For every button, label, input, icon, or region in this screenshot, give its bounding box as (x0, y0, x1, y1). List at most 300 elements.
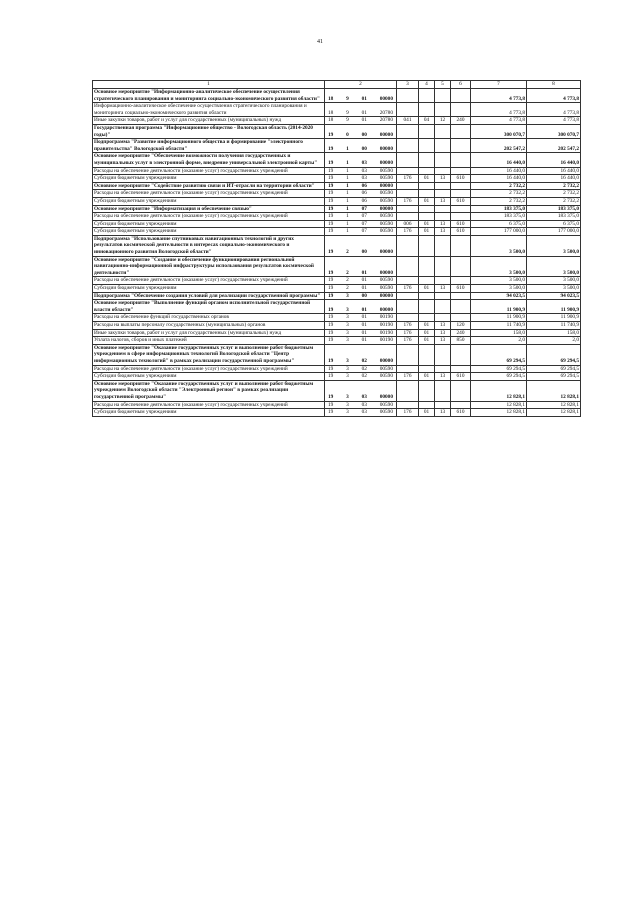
code-event: 03 (361, 175, 367, 182)
code-direction: 00190 (379, 337, 393, 344)
row-subsection: 13 (435, 373, 451, 381)
row-section (419, 89, 435, 103)
row-amount-2: 69 294,5 (527, 365, 581, 373)
row-section (419, 300, 435, 314)
row-amount-2: 183 375,0 (527, 205, 581, 213)
code-event: 01 (361, 277, 367, 284)
row-expense-type (451, 182, 471, 190)
code-direction: 00000 (379, 205, 393, 212)
row-amount-1: 16 440,0 (471, 167, 527, 175)
row-amount-2: 3 500,0 (527, 285, 581, 293)
row-amount-2: 3 500,0 (527, 277, 581, 285)
table-row (93, 373, 581, 381)
code-event: 07 (361, 220, 367, 227)
table-row (93, 256, 581, 277)
table-row (93, 285, 581, 293)
row-expense-type (451, 256, 471, 277)
row-target-code (325, 277, 397, 285)
row-amount-1: 69 294,5 (471, 373, 527, 381)
header-cell: 7 (471, 81, 527, 89)
row-ministry (397, 103, 419, 117)
code-direction: 00590 (379, 277, 393, 284)
row-section (419, 365, 435, 373)
row-section (419, 205, 435, 213)
row-name: Государственная программа "Информационное общество - Вологодская область (2014-2020 годы)" (93, 124, 325, 138)
table-row (93, 228, 581, 236)
row-subsection: 13 (435, 322, 451, 330)
row-amount-1: 183 375,0 (471, 205, 527, 213)
row-section: 01 (419, 220, 435, 228)
code-event: 03 (361, 167, 367, 174)
code-subprogram: 3 (346, 409, 349, 416)
code-program: 19 (328, 329, 334, 336)
row-expense-type (451, 277, 471, 285)
row-expense-type (451, 314, 471, 322)
table-row (93, 220, 581, 228)
code-subprogram: 3 (346, 322, 349, 328)
row-section (419, 256, 435, 277)
table-row (93, 153, 581, 167)
code-direction: 00000 (379, 249, 393, 256)
row-subsection (435, 277, 451, 285)
row-amount-1: 2 732,2 (471, 190, 527, 198)
row-amount-1: 11 900,9 (471, 314, 527, 322)
code-event: 03 (361, 393, 367, 400)
row-subsection: 13 (435, 228, 451, 236)
row-section: 01 (419, 285, 435, 293)
row-name: Уплата налогов, сборов и иных платежей (93, 337, 325, 345)
code-program: 18 (328, 95, 334, 102)
row-amount-2: 2 732,2 (527, 182, 581, 190)
row-subsection (435, 103, 451, 117)
row-subsection (435, 205, 451, 213)
table-row (93, 344, 581, 365)
table-row (93, 409, 581, 417)
code-subprogram: 2 (346, 249, 349, 256)
code-subprogram: 1 (346, 197, 349, 204)
row-name: Основное мероприятие "Информационно-аналитическое обеспечение осуществления стратегического планирования и мониторинга социально-экономического развития области" (93, 89, 325, 103)
code-direction: 00000 (379, 159, 393, 166)
row-section: 01 (419, 373, 435, 381)
code-direction: 20780 (379, 117, 393, 124)
code-subprogram: 1 (346, 220, 349, 227)
row-expense-type (451, 300, 471, 314)
code-direction: 00000 (379, 269, 393, 276)
code-event: 07 (361, 205, 367, 212)
row-subsection (435, 167, 451, 175)
row-name: Основное мероприятие "Создание и обеспечение функционирования региональной навигационно-информационной инфраструктуры использования результатов космической деятельности" (93, 256, 325, 277)
code-direction: 00190 (379, 329, 393, 336)
row-section (419, 277, 435, 285)
row-target-code (325, 322, 397, 330)
row-target-code (325, 205, 397, 213)
row-amount-1: 4 773,8 (471, 89, 527, 103)
row-section: 01 (419, 228, 435, 236)
row-ministry (397, 235, 419, 256)
code-event: 01 (361, 285, 367, 292)
row-subsection (435, 190, 451, 198)
row-ministry: 041 (397, 117, 419, 125)
header-cell: 4 (419, 81, 435, 89)
code-subprogram: 0 (346, 131, 349, 138)
row-amount-2: 4 773,8 (527, 103, 581, 117)
row-subsection (435, 314, 451, 322)
row-target-code (325, 256, 397, 277)
row-amount-2: 12 828,1 (527, 380, 581, 401)
table-row (93, 190, 581, 198)
code-event: 00 (361, 292, 367, 299)
row-subsection: 13 (435, 285, 451, 293)
code-program: 19 (328, 213, 334, 220)
code-event: 06 (361, 190, 367, 197)
row-amount-1: 12 828,1 (471, 401, 527, 409)
code-direction: 00590 (379, 213, 393, 220)
row-expense-type (451, 139, 471, 153)
row-name: Иные закупки товаров, работ и услуг для государственных (муниципальных) нужд (93, 329, 325, 337)
row-name: Субсидии бюджетным учреждениям (93, 409, 325, 417)
row-expense-type (451, 89, 471, 103)
row-subsection: 13 (435, 220, 451, 228)
code-direction: 00000 (379, 306, 393, 313)
row-ministry (397, 256, 419, 277)
code-event: 00 (361, 249, 367, 256)
row-subsection: 13 (435, 337, 451, 345)
code-direction: 00590 (379, 409, 393, 416)
row-section (419, 139, 435, 153)
row-subsection (435, 292, 451, 300)
code-program: 19 (328, 401, 334, 408)
row-section: 01 (419, 197, 435, 205)
row-section: 04 (419, 117, 435, 125)
row-name: Расходы на обеспечение деятельности (оказание услуг) государственных учреждений (93, 213, 325, 221)
row-amount-2: 158,0 (527, 329, 581, 337)
code-program: 19 (328, 182, 334, 189)
row-expense-type (451, 103, 471, 117)
row-expense-type (451, 401, 471, 409)
table-row (93, 277, 581, 285)
row-subsection (435, 182, 451, 190)
row-subsection (435, 235, 451, 256)
row-amount-1: 183 375,0 (471, 213, 527, 221)
row-expense-type: 240 (451, 117, 471, 125)
row-name: Расходы на обеспечение функций государственных органов (93, 314, 325, 322)
code-subprogram: 9 (346, 117, 349, 124)
header-cell: 1 (93, 81, 325, 89)
code-direction: 00590 (379, 190, 393, 197)
row-ministry (397, 277, 419, 285)
row-section (419, 401, 435, 409)
code-subprogram: 2 (346, 269, 349, 276)
row-section (419, 167, 435, 175)
code-program: 19 (328, 249, 334, 256)
row-name: Субсидии бюджетным учреждениям (93, 373, 325, 381)
row-target-code (325, 213, 397, 221)
row-subsection: 13 (435, 409, 451, 417)
row-amount-1: 3 500,0 (471, 256, 527, 277)
row-section (419, 235, 435, 256)
row-amount-1: 12 828,1 (471, 380, 527, 401)
code-event: 02 (361, 365, 367, 372)
table-row (93, 300, 581, 314)
row-amount-2: 11 900,9 (527, 300, 581, 314)
row-name: Субсидии бюджетным учреждениям (93, 285, 325, 293)
row-section (419, 314, 435, 322)
row-expense-type: 610 (451, 409, 471, 417)
row-subsection (435, 380, 451, 401)
row-ministry: 176 (397, 285, 419, 293)
row-name: Подпрограмма "Развитие информационного общества и формирование "электронного правительства" Вологодской области" (93, 139, 325, 153)
code-subprogram: 2 (346, 285, 349, 292)
code-subprogram: 3 (346, 357, 349, 364)
row-amount-2: 183 375,0 (527, 213, 581, 221)
code-direction: 00000 (379, 357, 393, 364)
row-ministry (397, 401, 419, 409)
code-subprogram: 2 (346, 277, 349, 284)
code-event: 00 (361, 145, 367, 152)
row-target-code (325, 329, 397, 337)
row-target-code (325, 124, 397, 138)
row-amount-1: 202 547,2 (471, 139, 527, 153)
code-program: 19 (328, 393, 334, 400)
table-row (93, 175, 581, 183)
code-program: 19 (328, 285, 334, 292)
row-subsection (435, 401, 451, 409)
row-ministry (397, 167, 419, 175)
row-expense-type (451, 205, 471, 213)
row-subsection (435, 344, 451, 365)
code-subprogram: 3 (346, 401, 349, 408)
code-program: 19 (328, 167, 334, 174)
row-target-code (325, 365, 397, 373)
row-expense-type (451, 235, 471, 256)
page-number: 41 (317, 39, 323, 45)
row-subsection (435, 256, 451, 277)
budget-table (92, 80, 581, 417)
row-target-code (325, 344, 397, 365)
code-subprogram: 3 (346, 306, 349, 313)
table-row (93, 139, 581, 153)
row-amount-1: 69 294,5 (471, 344, 527, 365)
table-row (93, 197, 581, 205)
code-subprogram: 1 (346, 159, 349, 166)
row-expense-type (451, 213, 471, 221)
code-program: 19 (328, 292, 334, 299)
row-subsection: 13 (435, 197, 451, 205)
code-event: 00 (361, 131, 367, 138)
row-name: Субсидии бюджетным учреждениям (93, 220, 325, 228)
code-direction: 00590 (379, 285, 393, 292)
code-direction: 00590 (379, 373, 393, 380)
table-header-row (93, 81, 581, 89)
row-target-code (325, 167, 397, 175)
row-ministry (397, 380, 419, 401)
code-subprogram: 3 (346, 337, 349, 344)
row-amount-1: 11 900,9 (471, 300, 527, 314)
row-amount-1: 2 732,2 (471, 197, 527, 205)
row-subsection (435, 213, 451, 221)
row-subsection: 13 (435, 329, 451, 337)
row-target-code (325, 197, 397, 205)
table-row (93, 167, 581, 175)
row-expense-type: 610 (451, 197, 471, 205)
row-ministry: 006 (397, 220, 419, 228)
row-amount-2: 3 500,0 (527, 235, 581, 256)
row-ministry (397, 139, 419, 153)
code-event: 07 (361, 228, 367, 235)
code-program: 18 (328, 109, 334, 116)
row-name: Расходы на обеспечение деятельности (оказание услуг) государственных учреждений (93, 401, 325, 409)
row-amount-2: 2 732,2 (527, 190, 581, 198)
table-body (93, 89, 581, 417)
code-event: 03 (361, 409, 367, 416)
table-row (93, 117, 581, 125)
code-event: 01 (361, 322, 367, 328)
code-event: 01 (361, 329, 367, 336)
row-ministry (397, 213, 419, 221)
row-amount-1: 300 070,7 (471, 124, 527, 138)
row-amount-2: 12 828,1 (527, 409, 581, 417)
row-expense-type (451, 167, 471, 175)
row-name: Субсидии бюджетным учреждениям (93, 197, 325, 205)
row-target-code (325, 235, 397, 256)
code-subprogram: 3 (346, 292, 349, 299)
row-expense-type (451, 292, 471, 300)
row-name: Субсидии бюджетным учреждениям (93, 175, 325, 183)
row-amount-1: 2,0 (471, 337, 527, 345)
row-amount-1: 3 500,0 (471, 277, 527, 285)
row-subsection: 12 (435, 117, 451, 125)
row-name: Основное мероприятие "Выполнение функций органом исполнительной государственной власти области" (93, 300, 325, 314)
table-row (93, 205, 581, 213)
row-amount-2: 94 023,5 (527, 292, 581, 300)
code-program: 19 (328, 228, 334, 235)
row-amount-1: 16 440,0 (471, 175, 527, 183)
row-section (419, 153, 435, 167)
header-cell: 2 (325, 81, 397, 89)
row-expense-type: 850 (451, 337, 471, 345)
table-row (93, 89, 581, 103)
row-ministry: 176 (397, 337, 419, 345)
row-amount-2: 2,0 (527, 337, 581, 345)
row-amount-1: 16 440,0 (471, 153, 527, 167)
code-direction: 00590 (379, 365, 393, 372)
code-subprogram: 1 (346, 175, 349, 182)
row-name: Иные закупки товаров, работ и услуг для государственных (муниципальных) нужд (93, 117, 325, 125)
row-ministry (397, 182, 419, 190)
code-subprogram: 1 (346, 190, 349, 197)
row-name: Подпрограмма "Обеспечение создания условий для реализации государственной программы" (93, 292, 325, 300)
row-target-code (325, 89, 397, 103)
table-row (93, 124, 581, 138)
code-subprogram: 3 (346, 365, 349, 372)
row-expense-type: 610 (451, 220, 471, 228)
row-amount-2: 300 070,7 (527, 124, 581, 138)
row-target-code (325, 373, 397, 381)
row-name: Основное мероприятие "Содействие развитию связи и ИТ-отрасли на территории области" (93, 182, 325, 190)
row-amount-2: 2 732,2 (527, 197, 581, 205)
code-event: 01 (361, 306, 367, 313)
table-row (93, 103, 581, 117)
code-program: 19 (328, 409, 334, 416)
row-name: Основное мероприятие "Оказание государственных услуг и выполнение работ бюджетным учреждением Вологодской области "Электронный регион" в рамках реализации государственной программы" (93, 380, 325, 401)
row-amount-1: 2 732,2 (471, 182, 527, 190)
row-section (419, 182, 435, 190)
code-subprogram: 3 (346, 329, 349, 336)
table-row (93, 401, 581, 409)
row-target-code (325, 220, 397, 228)
row-target-code (325, 175, 397, 183)
row-subsection (435, 365, 451, 373)
code-direction: 00000 (379, 95, 393, 102)
row-name: Основное мероприятие "Информатизация и обеспечение связью" (93, 205, 325, 213)
row-amount-2: 4 773,8 (527, 117, 581, 125)
row-ministry (397, 89, 419, 103)
code-direction: 00000 (379, 393, 393, 400)
code-direction: 00590 (379, 401, 393, 408)
row-target-code (325, 337, 397, 345)
row-amount-1: 3 500,0 (471, 235, 527, 256)
row-ministry (397, 153, 419, 167)
code-event: 02 (361, 357, 367, 364)
code-program: 19 (328, 131, 334, 138)
code-event: 03 (361, 401, 367, 408)
code-subprogram: 9 (346, 109, 349, 116)
table-row (93, 292, 581, 300)
code-event: 06 (361, 182, 367, 189)
row-section (419, 380, 435, 401)
code-direction: 20780 (379, 109, 393, 116)
row-expense-type (451, 365, 471, 373)
table-row (93, 322, 581, 330)
code-direction: 00190 (379, 314, 393, 321)
row-amount-2: 177 000,0 (527, 228, 581, 236)
row-expense-type: 610 (451, 228, 471, 236)
row-target-code (325, 300, 397, 314)
table-row (93, 329, 581, 337)
code-program: 19 (328, 357, 334, 364)
code-program: 19 (328, 337, 334, 344)
row-amount-2: 69 294,5 (527, 373, 581, 381)
code-event: 01 (361, 337, 367, 344)
row-amount-2: 202 547,2 (527, 139, 581, 153)
row-amount-2: 69 294,5 (527, 344, 581, 365)
row-expense-type: 610 (451, 175, 471, 183)
row-section: 01 (419, 337, 435, 345)
row-subsection (435, 300, 451, 314)
table-row (93, 380, 581, 401)
row-amount-1: 3 500,0 (471, 285, 527, 293)
row-section (419, 213, 435, 221)
code-direction: 00000 (379, 292, 393, 299)
row-ministry (397, 365, 419, 373)
table-row (93, 213, 581, 221)
row-name: Субсидии бюджетным учреждениям (93, 228, 325, 236)
row-name: Информационно-аналитическое обеспечение осуществления стратегического планирования и мониторинга социально-экономического развития области (93, 103, 325, 117)
row-section (419, 124, 435, 138)
code-program: 19 (328, 314, 334, 321)
row-ministry: 176 (397, 329, 419, 337)
row-target-code (325, 139, 397, 153)
code-program: 19 (328, 365, 334, 372)
code-event: 01 (361, 117, 367, 124)
code-direction: 00000 (379, 131, 393, 138)
code-subprogram: 1 (346, 205, 349, 212)
row-section: 01 (419, 322, 435, 330)
code-direction: 00590 (379, 197, 393, 204)
row-target-code (325, 117, 397, 125)
row-ministry (397, 314, 419, 322)
row-target-code (325, 153, 397, 167)
